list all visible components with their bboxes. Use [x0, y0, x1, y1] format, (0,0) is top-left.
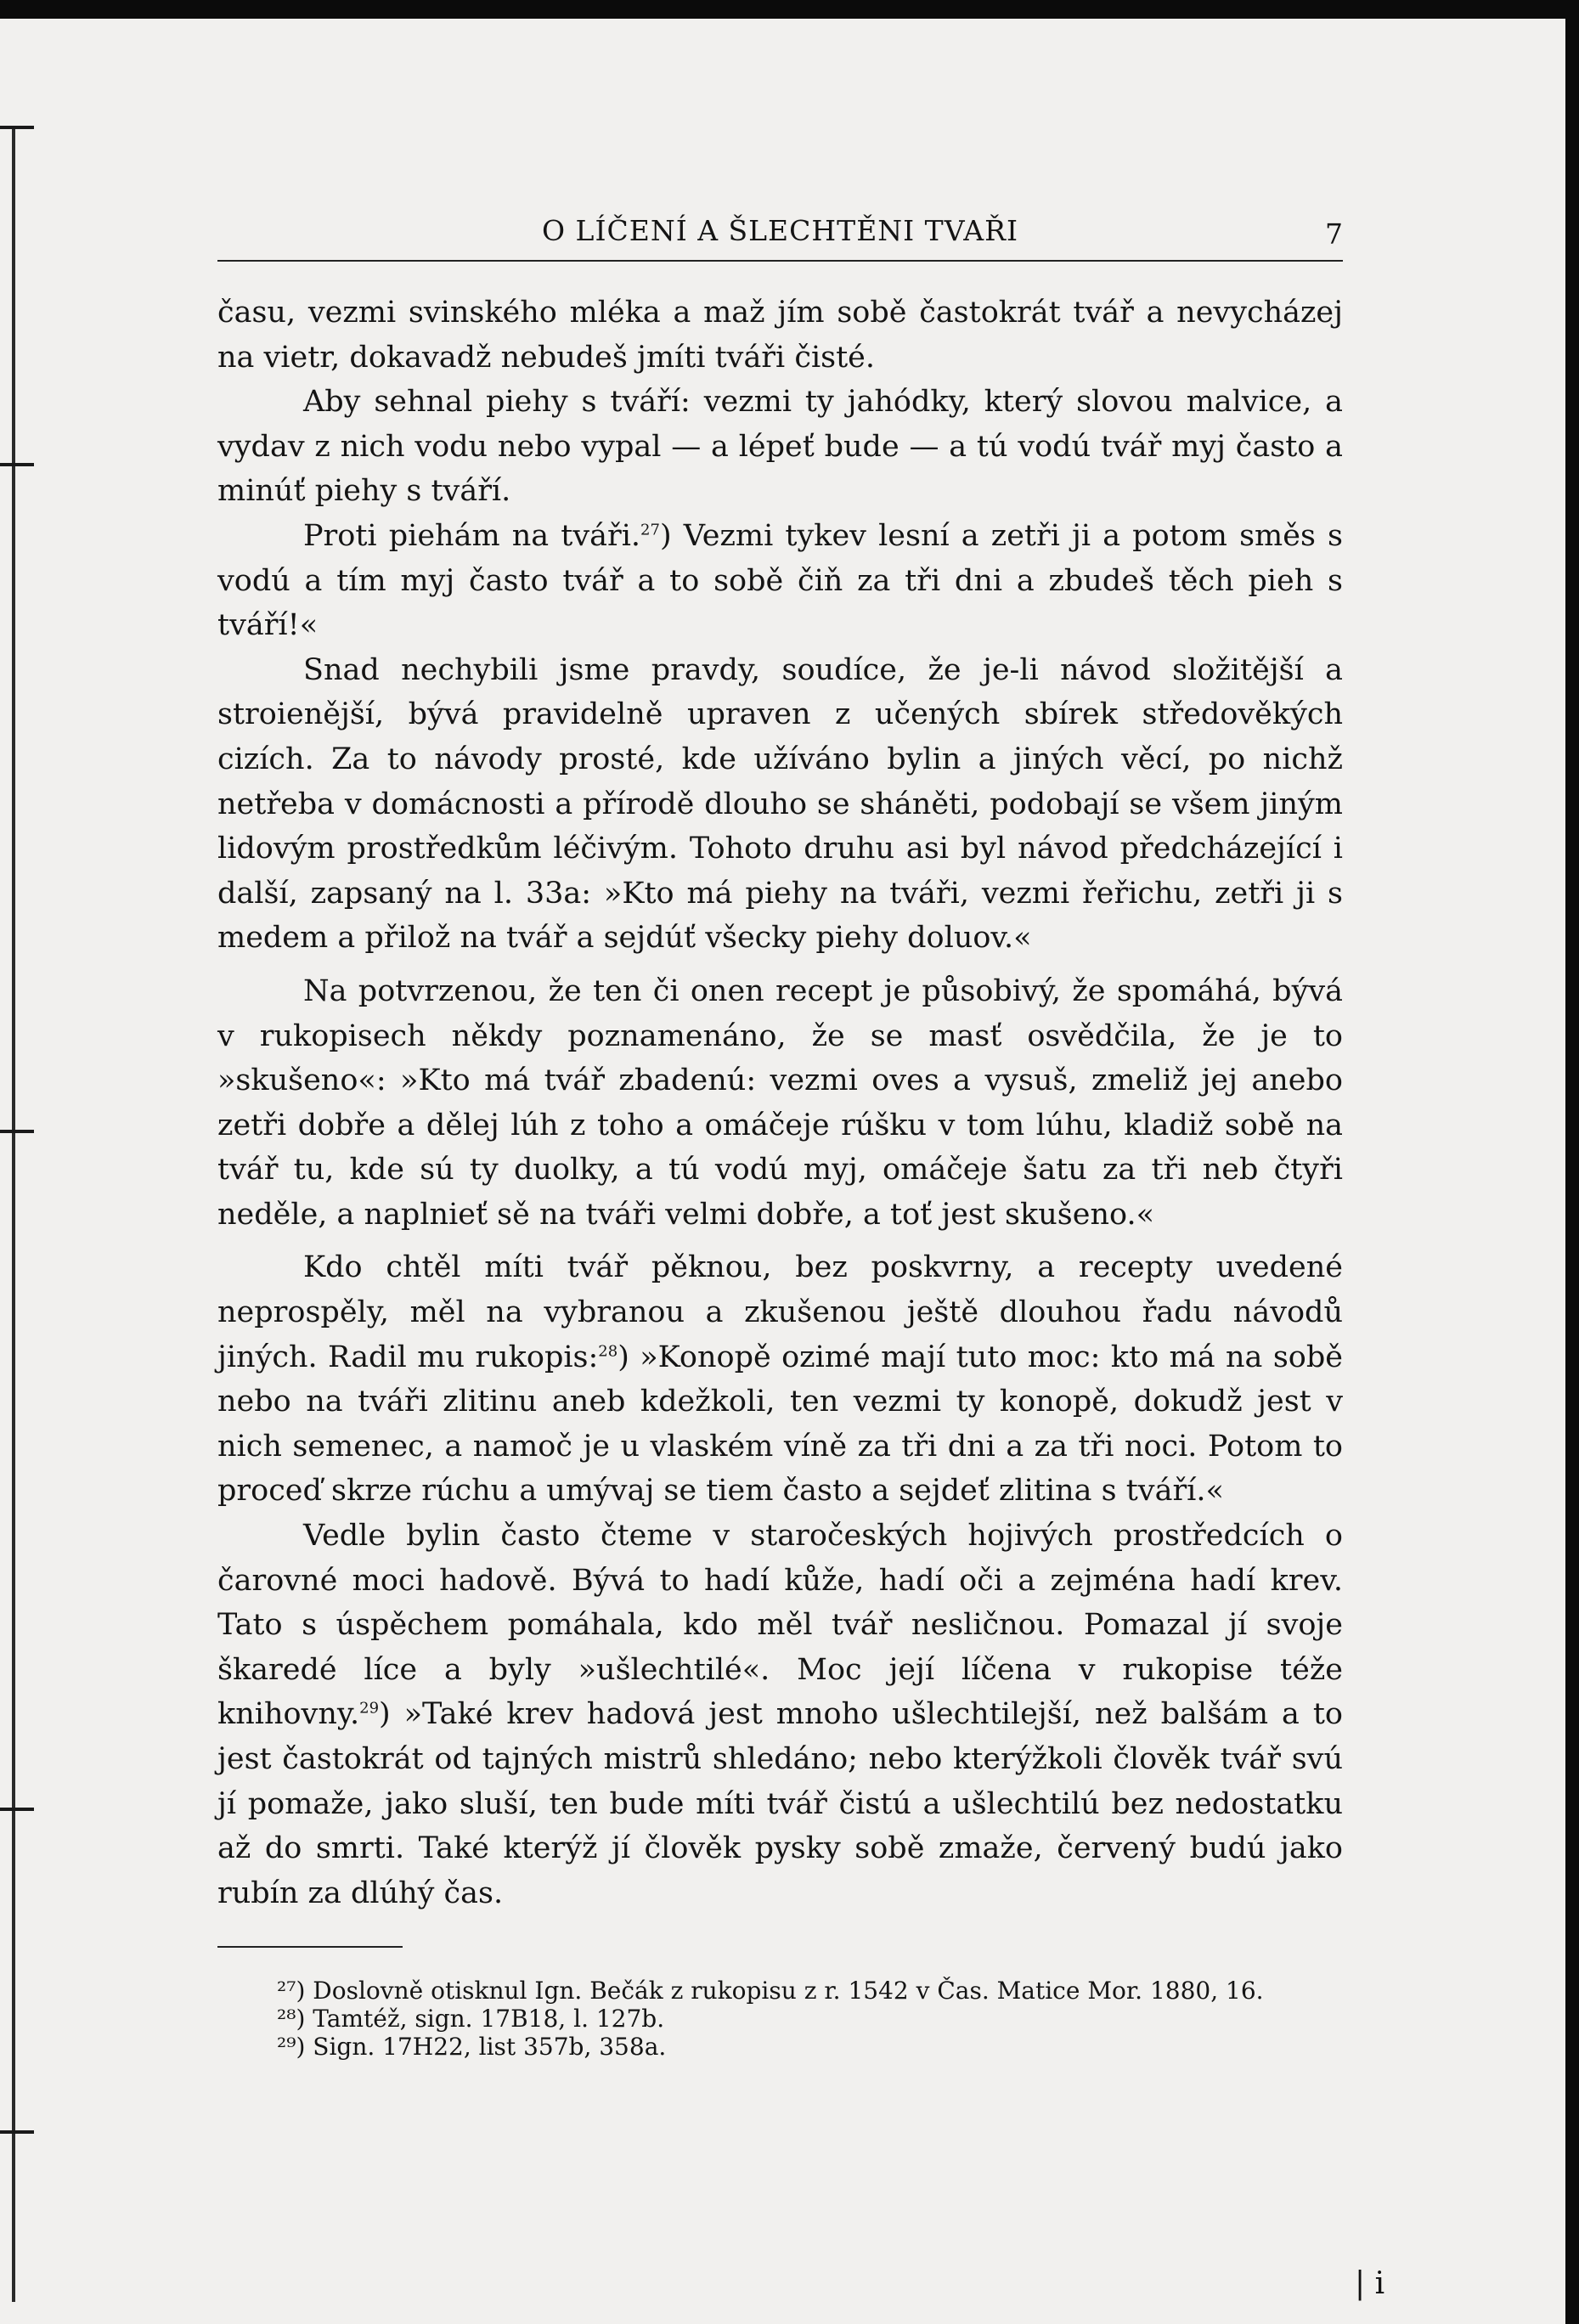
paragraph-text: času, vezmi svinského mléka a maž jím sobě častokrát tvář a nevycházej na vietr, dokavadž nebudeš jmíti tváři čisté. [217, 296, 1343, 375]
paragraph-text: Proti piehám na tváři. [303, 518, 641, 553]
paragraph [217, 969, 1343, 1238]
scan-artifact-marks: | i [1355, 2266, 1385, 2301]
paragraph-text: ) »Také krev hadová jest mnoho ušlechtilejší, než balšám a to jest častokrát od tajných mistrů shledáno; nebo kterýžkoli člověk tvář svú jí pomaže, jako sluší, ten bude míti tvář čistú a ušlechtilú bez nedostatku až do smrti. Také kterýž jí člověk pysky sobě zmaže, červený budú jako rubín za dlúhý čas. [217, 1697, 1343, 1910]
footnote: ²⁸) Tamtéž, sign. 17B18, l. 127b. [277, 2005, 665, 2034]
paragraph-text: Aby sehnal piehy s tváří: vezmi ty jahódky, který slovou malvice, a vydav z nich vodu nebo vypal — a lépeť bude — a tú vodú tvář myj často a minúť piehy s tváří. [217, 385, 1343, 509]
paragraph-text: Kdo chtěl míti tvář pěknou, bez poskvrny, a recepty uvedené neprospěly, měl na vybranou a zkušenou ještě dlouhou řadu návodů jiných. Radil mu rukopis: [217, 1250, 1343, 1374]
paragraph-text: Na potvrzenou, že ten či onen recept je působivý, že spomáhá, bývá v rukopisech někdy poznamenáno, že se masť osvědčila, že je to »skušeno«: »Kto má tvář zbadenú: vezmi oves a vysuš, zmeliž jej anebo zetři dobře a dělej lúh z toho a omáčeje rúšku v tom lúhu, kladiž sobě na tvář tu, kde sú ty duolky, a tú vodú myj, omáčeje šatu za tři neb čtyři neděle, a naplnieť sě na tváři velmi dobře, a toť jest skušeno.« [217, 973, 1343, 1232]
footnote-rule [217, 1946, 403, 1948]
binding-line [12, 127, 15, 2302]
scan-border-top [0, 0, 1579, 19]
paragraph [217, 1245, 1343, 1514]
running-title: O LÍČENÍ A ŠLECHTĚNI TVAŘI [541, 214, 1018, 247]
binding-mark [0, 2130, 34, 2134]
scan-border-right [1565, 0, 1579, 2324]
page-number: 7 [1325, 217, 1343, 251]
book-page [217, 211, 1343, 2061]
footnote-ref: 27 [640, 521, 660, 539]
footnote: ²⁹) Sign. 17H22, list 357b, 358a. [277, 2033, 667, 2062]
binding-mark [0, 126, 34, 129]
paragraph-text: Vedle bylin často čteme v staročeských hojivých prostředcích o čarovné moci hadově. Bývá to hadí kůže, hadí oči a zejména hadí krev. Tato s úspěchem pomáhala, kdo měl tvář nesličnou. Pomazal jí svoje škaredé líce a byly »ušlechtilé«. Moc její líčena v rukopise téže knihovny. [217, 1519, 1343, 1732]
paragraph [217, 648, 1343, 961]
paragraph [217, 1514, 1343, 1915]
paragraph [217, 514, 1343, 648]
paragraph-text: ) »Konopě ozimé mají tuto moc: kto má na sobě nebo na tváři zlitinu aneb kdežkoli, ten vezmi ty konopě, dokudž jest v nich semenec, a namoč je u vlaském víně za tři dni a za tři noci. Potom to proceď skrze rúchu a umývaj se tiem často a sejdeť zlitina s tváří.« [217, 1340, 1343, 1509]
paragraph-text: Snad nechybili jsme pravdy, soudíce, že je-li návod složitější a stroienější, bývá pravidelně upraven z učených sbírek středověkých cizích. Za to návody prosté, kde užíváno bylin a jiných věcí, po nichž netřeba v domácnosti a přírodě dlouho se sháněti, podobají se všem jiným lidovým prostředkům léčivým. Tohoto druhu asi byl návod předcházející i další, zapsaný na l. 33a: »Kto má piehy na tváři, vezmi řeřichu, zetři ji s medem a přilož na tvář a sejdúť všecky piehy doluov.« [217, 652, 1343, 956]
running-head [217, 211, 1343, 262]
footnote: ²⁷) Doslovně otisknul Ign. Bečák z rukopisu z r. 1542 v Čas. Matice Mor. 1880, 16. [277, 1977, 1264, 2005]
binding-mark [0, 463, 34, 466]
paragraph [217, 290, 1343, 380]
binding-mark [0, 1130, 34, 1133]
footnotes [217, 1977, 1343, 2061]
binding-mark [0, 1808, 34, 1811]
paragraph [217, 380, 1343, 514]
body-text [217, 290, 1343, 1915]
footnote-ref: 28 [598, 1342, 618, 1360]
paragraph-text: ) Vezmi tykev lesní a zetři ji a potom směs s vodú a tím myj často tvář a to sobě čiň za tři dni a zbudeš těch pieh s tváří!« [217, 518, 1343, 643]
footnote-ref: 29 [359, 1699, 380, 1718]
